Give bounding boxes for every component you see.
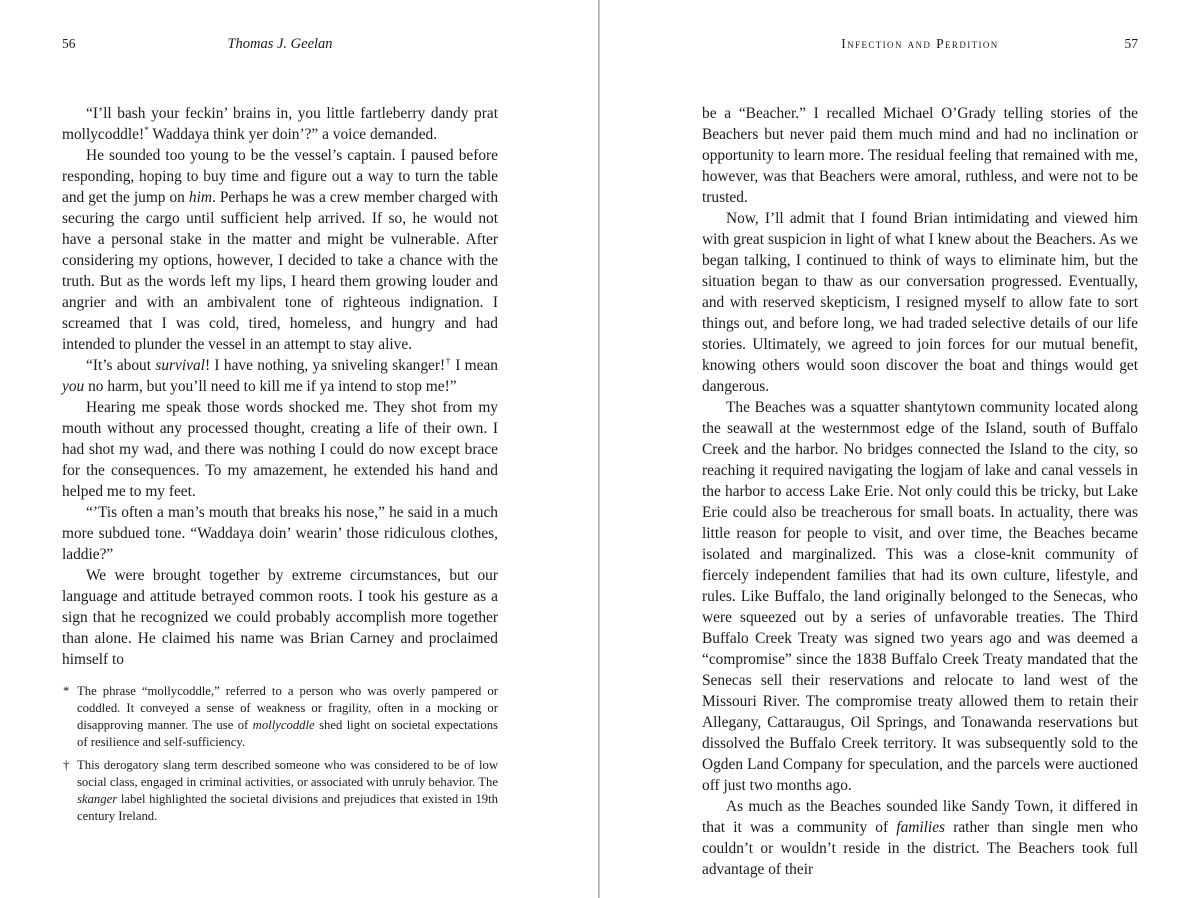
text-run: Hearing me speak those words shocked me. They shot from my mouth without any processed thought, creating a life of their own. I had shot my wad, and there was nothing I could do now except brace for the consequences. To my amazement, he extended his hand and helped me to my feet. [62,399,498,500]
italic-run: skanger [77,792,118,806]
footnote-reference-mark: * [144,124,149,136]
paragraph [702,397,1138,796]
paragraph [62,565,498,670]
left-page-footnotes [62,683,498,831]
text-run: The Beaches was a squatter shantytown community located along the seawall at the westernmost edge of the Island, south of Buffalo Creek and the harbor. No bridges connected the Island to the city, so reaching it required navigating the logjam of lake and canal vessels in the harbor to access Lake Erie. Not only could this be tricky, but Lake Erie could also be treacherous for small boats. In actuality, there was little reason for people to visit, and over time, the Beaches became isolated and marginalized. This was a close-knit community of fiercely independent families that had its own culture, lifestyle, and rules. Like Buffalo, the land originally belonged to the Senecas, who were squeezed out by a series of unfavorable treaties. The Third Buffalo Creek Treaty was signed two years ago and was deemed a “compromise” since the 1838 Buffalo Creek Treaty mandated that the Senecas sell their reservations and relocate to land west of the Missouri River. The compromise treaty allowed them to retain their Allegany, Cattaraugus, Oil Springs, and Tonawanda reservations but dissolved the Buffalo Creek territory. It was subsequently sold to the Ogden Land Company for speculation, and the parcels were auctioned off just two months ago. [702,399,1138,794]
text-run: We were brought together by extreme circumstances, but our language and attitude betrayed common roots. I took his gesture as a sign that he recognized we could probably accomplish more together than alone. He claimed his name was Brian Carney and proclaimed himself to [62,567,498,668]
paragraph [702,796,1138,880]
text-run: “It’s about [86,357,156,374]
text-run: This derogatory slang term described someone who was considered to be of low social class, engaged in criminal activities, or associated with unruly behavior. The [77,758,498,789]
text-run: “’Tis often a man’s mouth that breaks his nose,” he said in a much more subdued tone. “Waddaya doin’ wearin’ those ridiculous clothes, laddie?” [62,504,498,563]
text-run: shed light on societal expectations of resilience and self-sufficiency. [77,718,498,749]
paragraph [62,355,498,397]
text-run: Waddaya think yer doin’?” a voice demanded. [148,126,438,143]
italic-run: survival [155,357,205,374]
text-run: rather than single men who couldn’t or wouldn’t reside in the district. The Beachers took full advantage of their [702,819,1138,878]
italic-run: you [62,378,85,395]
running-header-title: Infection and Perdition [841,36,999,51]
left-page [62,0,498,898]
text-run: As much as the Beaches sounded like Sandy Town, it differed in that it was a community of [702,798,1138,836]
paragraph [702,103,1138,208]
text-run: label highlighted the societal divisions and prejudices that existed in 19th century Ireland. [77,792,498,823]
italic-run: mollycoddle [252,718,315,732]
page-number: 57 [1124,36,1138,51]
text-run: no harm, but you’ll need to kill me if ya intend to stop me!” [84,378,457,395]
paragraph [62,502,498,565]
text-run: The phrase “mollycoddle,” referred to a person who was overly pampered or coddled. It conveyed a sense of weakness or fragility, often in a mocking or disapproving manner. The use of [77,684,498,732]
page-number: 56 [62,36,76,51]
footnote-marker: † [63,758,70,772]
right-page-body [702,103,1138,880]
footnote-reference-mark: † [445,355,451,367]
running-header-author: Thomas J. Geelan [227,36,333,52]
text-run: “I’ll bash your feckin’ brains in, you little fartleberry dandy prat mollycoddle! [62,105,498,143]
text-run: I mean [450,357,499,374]
left-page-body [62,103,498,670]
paragraph [702,208,1138,397]
right-page-header [702,36,1138,54]
paragraph [62,397,498,502]
page-gutter-divider [598,0,600,898]
footnote [62,757,498,825]
italic-run: families [896,819,946,836]
footnote-marker: * [63,684,70,698]
text-run: Now, I’ll admit that I found Brian intimidating and viewed him with great suspicion in light of what I knew about the Beachers. As we began talking, I continued to think of ways to eliminate him, but the situation began to thaw as our conversation progressed. Eventually, and with reserved skepticism, I resigned myself to allow fate to sort things out, and before long, we had traded selective details of our life stories. Ultimately, we agreed to join forces for our mutual benefit, knowing others would soon discover the boat and things would get dangerous. [702,210,1138,395]
paragraph [62,103,498,145]
text-run: He sounded too young to be the vessel’s captain. I paused before responding, hoping to buy time and figure out a way to turn the table and get the jump on [62,147,498,206]
left-page-header [62,36,498,54]
text-run: ! I have nothing, ya sniveling skanger! [204,357,446,374]
footnote [62,683,498,751]
right-page [702,0,1138,898]
text-run: be a “Beacher.” I recalled Michael O’Grady telling stories of the Beachers but never paid them much mind and had no inclination or opportunity to learn more. The residual feeling that remained with me, however, was that Beachers were amoral, ruthless, and were not to be trusted. [702,105,1138,206]
paragraph [62,145,498,355]
italic-run: him [188,189,212,206]
text-run: . Perhaps he was a crew member charged with securing the cargo until sufficient help arrived. If so, he would not have a personal stake in the matter and might be vulnerable. After considering my options, however, I decided to take a chance with the truth. But as the words left my lips, I heard them growing louder and angrier and with an ambivalent tone of righteous indignation. I screamed that I was cold, tired, homeless, and hungry and had intended to plunder the vessel in an attempt to stay alive. [62,189,499,353]
